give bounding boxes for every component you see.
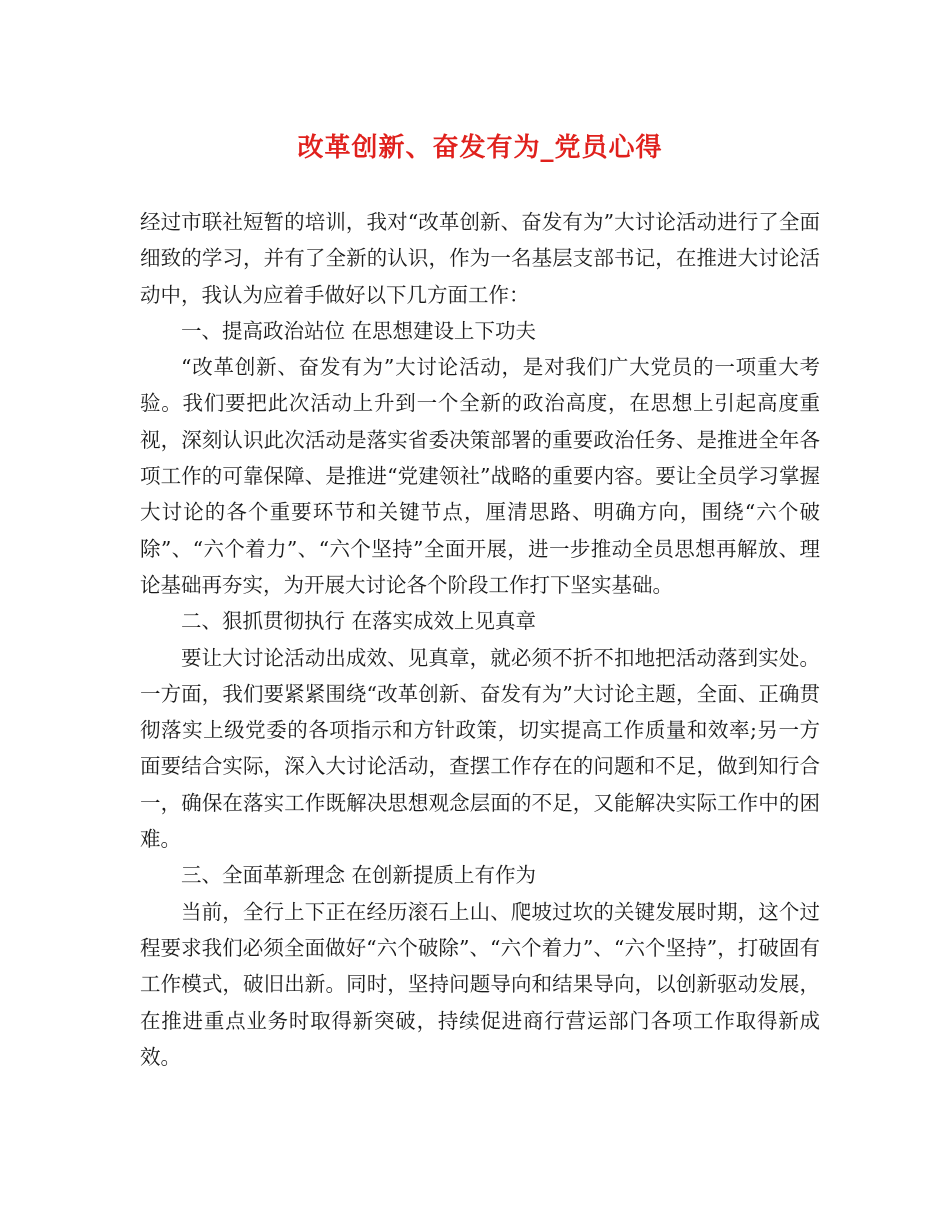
section-heading-2: 二、狠抓贯彻执行 在落实成效上见真章 (181, 609, 537, 634)
section-body-2: 要让大讨论活动出成效、见真章，就必须不折不扣地把活动落到实处。一方面，我们要紧紧围绕“改革创新、奋发有为”大讨论主题，全面、正确贯彻落实上级党委的各项指示和方针政策，切实提高工作质量和效率;另一方面要结合实际，深入大讨论活动，查摆工作存在的问题和不足，做到知行合一，确保在落实工作既解决思想观念层面的不足，又能解决实际工作中的困难。 (140, 645, 820, 852)
section-body-3: 当前，全行上下正在经历滚石上山、爬坡过坎的关键发展时期，这个过程要求我们必须全面做好“六个破除”、“六个着力”、“六个坚持”，打破固有工作模式，破旧出新。同时，坚持问题导向和结果导向，以创新驱动发展，在推进重点业务时取得新突破，持续促进商行营运部门各项工作取得新成效。 (140, 899, 820, 1069)
section-heading-3: 三、全面革新理念 在创新提质上有作为 (181, 863, 537, 888)
section-body-1: “改革创新、奋发有为”大讨论活动，是对我们广大党员的一项重大考验。我们要把此次活动上升到一个全新的政治高度，在思想上引起高度重视，深刻认识此次活动是落实省委决策部署的重要政治任务、是推进全年各项工作的可靠保障、是推进“党建领社”战略的重要内容。要让全员学习掌握大讨论的各个重要环节和关键节点，厘清思路、明确方向，围绕“六个破除”、“六个着力”、“六个坚持”全面开展，进一步推动全员思想再解放、理论基础再夯实，为开展大讨论各个阶段工作打下坚实基础。 (140, 355, 820, 597)
section-heading-1: 一、提高政治站位 在思想建设上下功夫 (181, 318, 537, 343)
document-title: 改革创新、奋发有为_党员心得 (297, 133, 663, 163)
document-page (140, 128, 820, 1075)
intro-paragraph: 经过市联社短暂的培训，我对“改革创新、奋发有为”大讨论活动进行了全面细致的学习，并有了全新的认识，作为一名基层支部书记，在推进大讨论活动中，我认为应着手做好以下几方面工作： (140, 210, 820, 307)
